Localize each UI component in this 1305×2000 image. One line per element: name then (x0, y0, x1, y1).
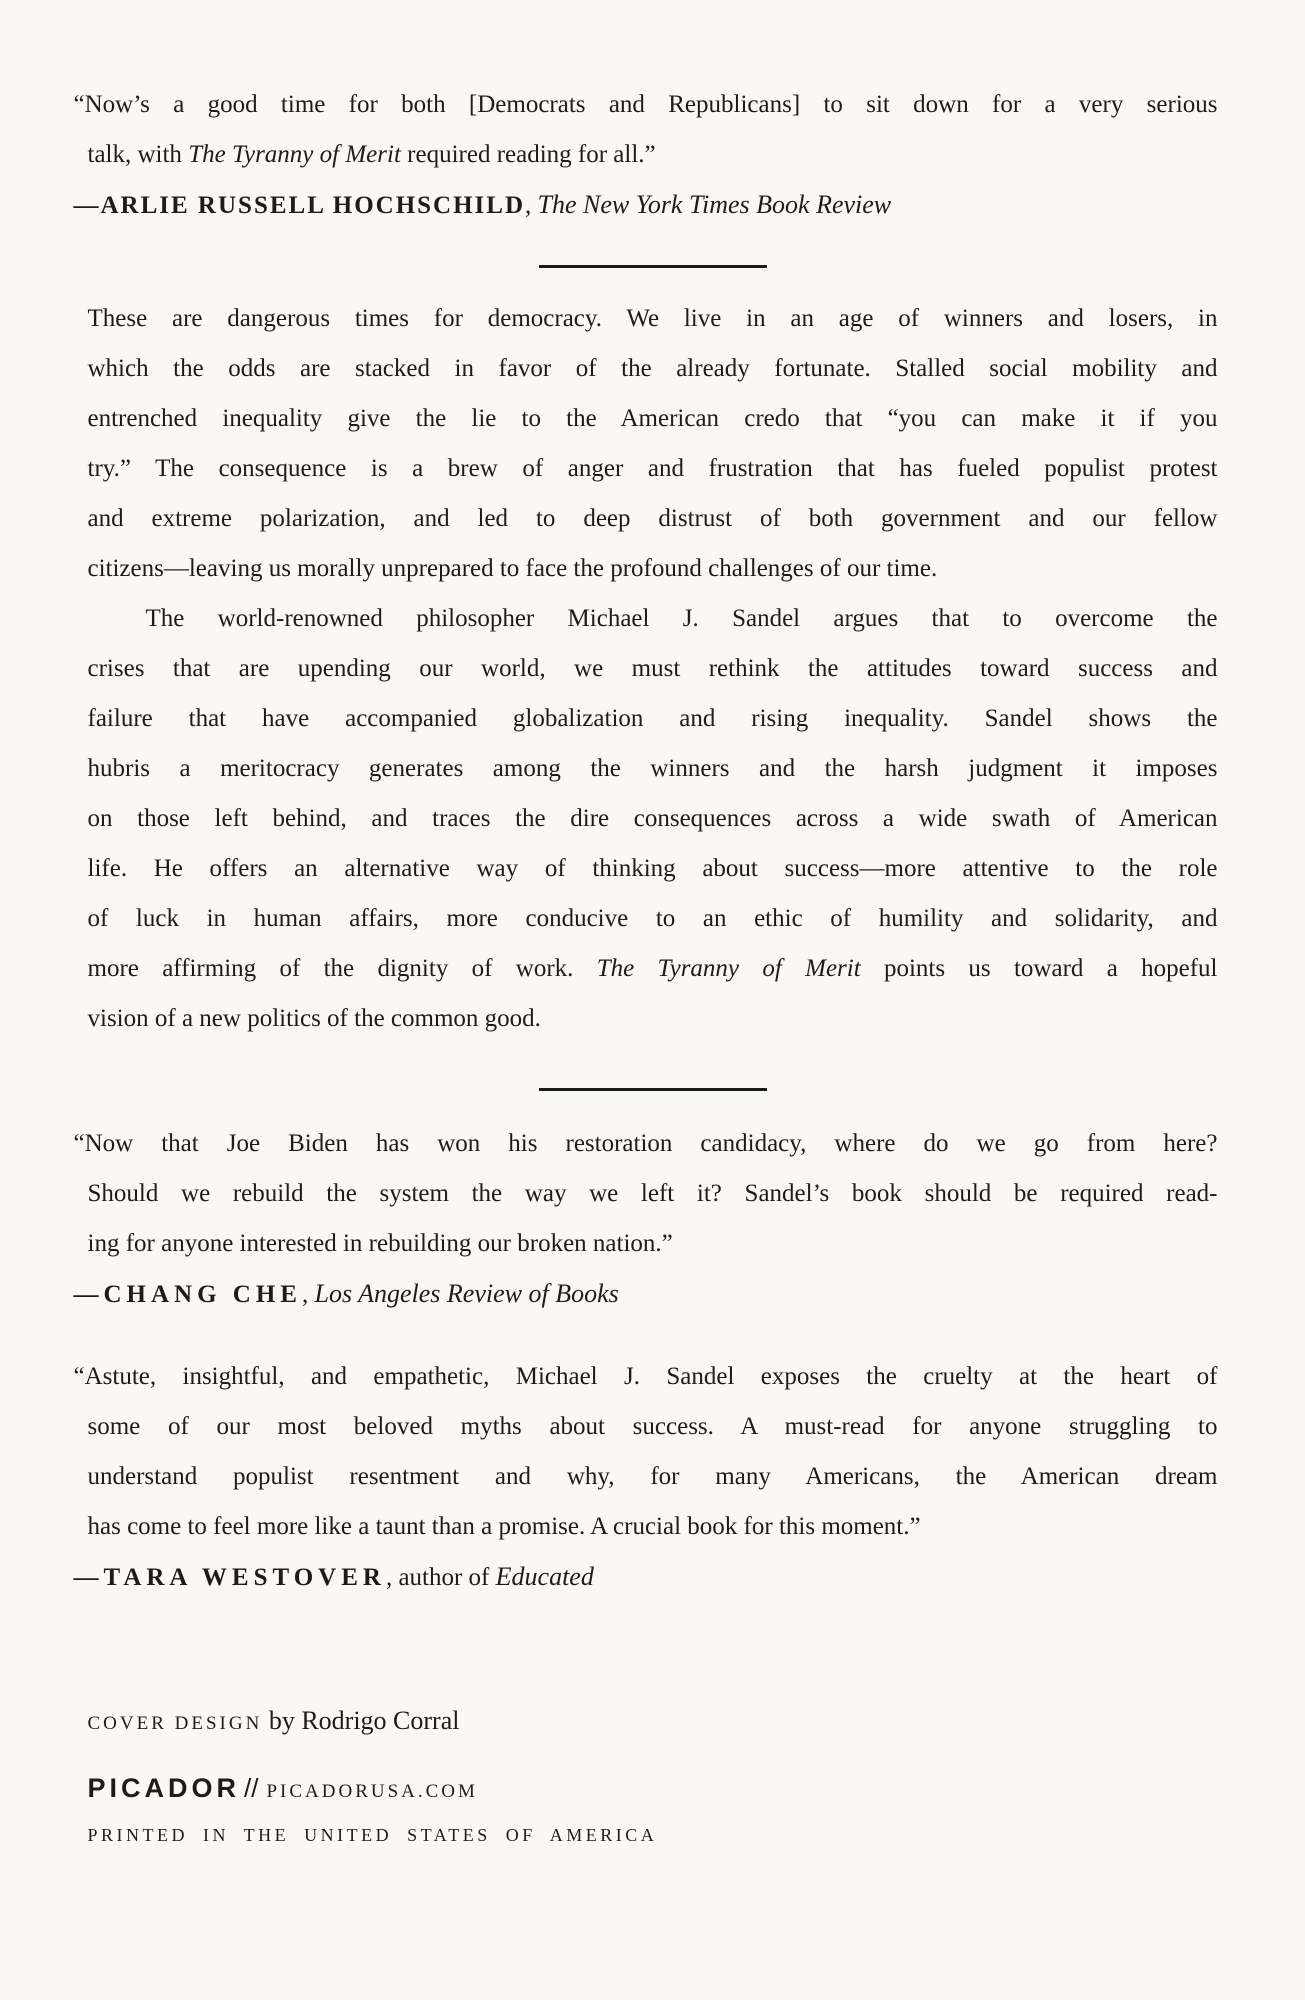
text-line (73, 1119, 1218, 1169)
publication-name: Los Angeles Review of Books (314, 1279, 619, 1308)
text-line (88, 594, 1218, 644)
text-line (88, 994, 1218, 1044)
text-segment: understand populist resentment and why, for many Americans, the American dream (87, 1463, 1218, 1490)
reviewer-name: —ARLIE RUSSELL HOCHSCHILD (73, 192, 526, 219)
text-line (88, 1402, 1218, 1452)
cover-design-line (88, 1703, 1218, 1743)
text-segment: These are dangerous times for democracy. We live in an age of winners and losers, in (87, 305, 1218, 332)
text-segment: some of our most beloved myths about success. A must-read for anyone struggling to (87, 1413, 1218, 1440)
text-segment: entrenched inequality give the lie to the American credo that “you can make it if you (87, 405, 1218, 432)
text-line (88, 130, 1218, 180)
text-line (73, 80, 1218, 130)
text-segment: of luck in human affairs, more conducive to an ethic of humility and solidarity, and (87, 905, 1218, 932)
text-segment: “Astute, insightful, and empathetic, Michael J. Sandel exposes the cruelty at the heart of (73, 1363, 1218, 1390)
text-segment: has come to feel more like a taunt than a promise. A crucial book for this moment.” (87, 1513, 921, 1540)
attribution-separator: , (301, 1281, 315, 1308)
text-segment: try.” The consequence is a brew of anger and frustration that has fueled populist protest (87, 455, 1218, 482)
synopsis-paragraph-1 (88, 294, 1218, 594)
text-line (88, 1502, 1218, 1552)
text-line (88, 1169, 1218, 1219)
text-segment: talk, with (87, 141, 189, 168)
reviewer-name: —TARA WESTOVER (73, 1564, 386, 1591)
attribution-hochschild (73, 180, 1218, 231)
text-segment: required reading for all.” (400, 141, 656, 168)
publisher-line (88, 1767, 1218, 1814)
text-segment: which the odds are stacked in favor of the already fortunate. Stalled social mobility and (87, 355, 1218, 382)
publisher-separator: // (244, 1773, 259, 1803)
text-segment: “Now’s a good time for both [Democrats and Republicans] to sit down for a very serious (73, 91, 1218, 118)
cover-design-label: COVER DESIGN (87, 1713, 263, 1734)
text-segment: The world-renowned philosopher Michael J. Sandel argues that to overcome the (145, 605, 1218, 632)
printed-line: PRINTED IN THE UNITED STATES OF AMERICA (87, 1825, 658, 1845)
publisher-logo: PICADOR (87, 1773, 241, 1803)
text-segment: The Tyranny of Merit (596, 955, 861, 982)
synopsis-paragraph-2 (88, 594, 1218, 1044)
text-line (88, 794, 1218, 844)
content-column (73, 0, 1218, 1850)
text-line (88, 744, 1218, 794)
text-segment: citizens—leaving us morally unprepared to face the profound challenges of our time. (87, 555, 938, 582)
text-segment: “Now that Joe Biden has won his restoration candidacy, where do we go from here? (73, 1130, 1218, 1157)
text-line (88, 394, 1218, 444)
text-segment: and extreme polarization, and led to deep distrust of both government and our fellow (87, 505, 1218, 532)
text-line (88, 544, 1218, 594)
cover-design-credit: by Rodrigo Corral (262, 1706, 460, 1735)
attribution-westover (73, 1552, 1218, 1603)
text-line (88, 344, 1218, 394)
text-segment: life. He offers an alternative way of thinking about success—more attentive to the role (87, 855, 1218, 882)
text-line (88, 1452, 1218, 1502)
text-segment: crises that are upending our world, we must rethink the attitudes toward success and (87, 655, 1218, 682)
text-line (88, 644, 1218, 694)
text-line (88, 444, 1218, 494)
text-segment: more affirming of the dignity of work. (87, 955, 597, 982)
text-line (88, 494, 1218, 544)
attribution-separator: , (525, 192, 538, 219)
text-segment: on those left behind, and traces the dire consequences across a wide swath of American (87, 805, 1218, 832)
review-quote-che (73, 1119, 1218, 1269)
text-segment: failure that have accompanied globalization and rising inequality. Sandel shows the (87, 705, 1218, 732)
attribution-che (73, 1269, 1218, 1320)
book-title: Educated (495, 1562, 594, 1591)
review-quote-westover (73, 1352, 1218, 1552)
text-segment: points us toward a hopeful (860, 955, 1218, 982)
publisher-website: PICADORUSA.COM (266, 1781, 478, 1802)
text-line (88, 294, 1218, 344)
text-line (88, 1219, 1218, 1269)
text-line (88, 844, 1218, 894)
section-divider (539, 265, 767, 268)
text-line (73, 1352, 1218, 1402)
text-line (88, 944, 1218, 994)
publication-name: The New York Times Book Review (537, 190, 892, 219)
text-line (88, 694, 1218, 744)
text-segment: vision of a new politics of the common good. (87, 1005, 541, 1032)
text-segment: hubris a meritocracy generates among the winners and the harsh judgment it imposes (87, 755, 1218, 782)
attribution-separator: , author of (385, 1564, 496, 1591)
text-segment: The Tyranny of Merit (188, 141, 401, 168)
section-divider (539, 1088, 767, 1091)
reviewer-name: —CHANG CHE (73, 1281, 302, 1308)
credits-section (88, 1703, 1218, 1850)
text-segment: ing for anyone interested in rebuilding our broken nation.” (87, 1230, 673, 1257)
text-line (88, 894, 1218, 944)
text-segment: Should we rebuild the system the way we left it? Sandel’s book should be required read- (87, 1180, 1218, 1207)
review-quote-hochschild (73, 80, 1218, 180)
